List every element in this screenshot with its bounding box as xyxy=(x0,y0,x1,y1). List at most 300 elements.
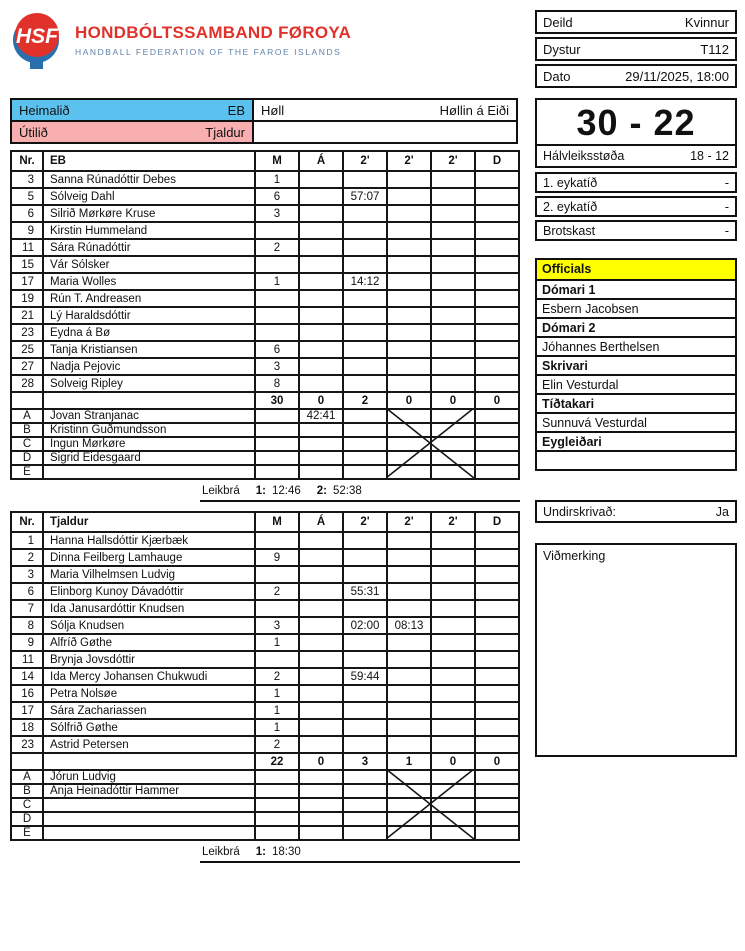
player-number-cell: 23 xyxy=(11,736,43,753)
penalty2-cell xyxy=(387,685,431,702)
roster-row xyxy=(11,685,519,702)
roster-row xyxy=(11,583,519,600)
rosters-section xyxy=(10,150,518,863)
penalty1-cell xyxy=(343,437,387,451)
penalty3-cell xyxy=(431,798,475,812)
info-value: Kvinnur xyxy=(684,14,729,30)
col-penalty3: 2' xyxy=(431,512,475,532)
penalty2-cell: 08:13 xyxy=(387,617,431,634)
disqualification-cell xyxy=(475,651,519,668)
penalty2-cell xyxy=(387,736,431,753)
home-roster-table-wrap xyxy=(10,150,518,480)
col-team: EB xyxy=(43,151,255,171)
goals-cell: 3 xyxy=(255,358,299,375)
goals-cell: 6 xyxy=(255,188,299,205)
penalty1-cell xyxy=(343,409,387,423)
disqualification-cell xyxy=(475,409,519,423)
disqualification-cell xyxy=(475,702,519,719)
goals-cell xyxy=(255,290,299,307)
player-number-cell: 9 xyxy=(11,222,43,239)
hall-cell xyxy=(252,98,518,122)
roster-row xyxy=(11,634,519,651)
player-number-cell: 7 xyxy=(11,600,43,617)
penalty3-cell xyxy=(431,685,475,702)
roster-row xyxy=(11,798,519,812)
leikbra-half1-label: 1: xyxy=(255,846,266,858)
roster-row xyxy=(11,256,519,273)
warning-cell xyxy=(299,798,343,812)
player-name-cell: Astrid Petersen xyxy=(43,736,255,753)
penalty2-cell xyxy=(387,784,431,798)
disqualification-cell xyxy=(475,205,519,222)
shootout-row xyxy=(535,220,737,241)
disqualification-cell xyxy=(475,188,519,205)
penalty2-cell xyxy=(387,273,431,290)
player-number-cell: B xyxy=(11,784,43,798)
penalty3-cell xyxy=(431,784,475,798)
info-value: 29/11/2025, 18:00 xyxy=(625,68,729,84)
col-nr: Nr. xyxy=(11,151,43,171)
warning-cell xyxy=(299,719,343,736)
player-name-cell: Vár Sólsker xyxy=(43,256,255,273)
shootout-value: - xyxy=(724,223,729,238)
goals-cell: 3 xyxy=(255,617,299,634)
official-role-label: Dómari 1 xyxy=(537,279,735,298)
penalty2-cell xyxy=(387,358,431,375)
penalty1-cell xyxy=(343,600,387,617)
away-roster-header-row xyxy=(11,512,519,532)
penalty1-cell xyxy=(343,341,387,358)
home-game-log-line xyxy=(200,484,520,502)
warning-cell xyxy=(299,736,343,753)
totals-warning: 0 xyxy=(299,392,343,409)
penalty2-cell xyxy=(387,239,431,256)
penalty2-cell xyxy=(387,549,431,566)
player-number-cell: D xyxy=(11,451,43,465)
penalty1-cell xyxy=(343,798,387,812)
halftime-label: Hálvleiksstøða xyxy=(543,149,625,163)
roster-row xyxy=(11,784,519,798)
roster-row xyxy=(11,465,519,479)
penalty1-cell xyxy=(343,375,387,392)
player-name-cell: Lý Haraldsdóttir xyxy=(43,307,255,324)
player-number-cell: 15 xyxy=(11,256,43,273)
penalty1-cell xyxy=(343,307,387,324)
teams-hall-header xyxy=(10,98,518,144)
col-team: Tjaldur xyxy=(43,512,255,532)
logo-monogram: HSF xyxy=(16,25,58,48)
away-label: Útilið xyxy=(19,124,48,140)
disqualification-cell xyxy=(475,532,519,549)
disqualification-cell xyxy=(475,600,519,617)
warning-cell xyxy=(299,651,343,668)
col-disqualification: D xyxy=(475,151,519,171)
penalty2-cell xyxy=(387,324,431,341)
disqualification-cell xyxy=(475,423,519,437)
penalty1-cell xyxy=(343,256,387,273)
match-info-row xyxy=(535,37,737,61)
penalty2-cell xyxy=(387,307,431,324)
player-number-cell: 5 xyxy=(11,188,43,205)
warning-cell xyxy=(299,583,343,600)
penalty2-cell xyxy=(387,423,431,437)
overtime1-value: - xyxy=(724,175,729,190)
disqualification-cell xyxy=(475,634,519,651)
penalty1-cell xyxy=(343,423,387,437)
penalty1-cell xyxy=(343,826,387,840)
home-label: Heimalið xyxy=(19,102,70,118)
disqualification-cell xyxy=(475,826,519,840)
totals-disqualification: 0 xyxy=(475,753,519,770)
player-number-cell: 3 xyxy=(11,171,43,188)
totals-penalty2: 1 xyxy=(387,753,431,770)
col-nr: Nr. xyxy=(11,512,43,532)
player-name-cell: Sólveig Dahl xyxy=(43,188,255,205)
penalty2-cell xyxy=(387,188,431,205)
player-name-cell: Jórun Ludvig xyxy=(43,770,255,784)
penalty3-cell xyxy=(431,651,475,668)
disqualification-cell xyxy=(475,222,519,239)
col-penalty2: 2' xyxy=(387,151,431,171)
player-number-cell: A xyxy=(11,409,43,423)
away-bench-officials xyxy=(11,770,519,840)
roster-row xyxy=(11,205,519,222)
goals-cell: 1 xyxy=(255,273,299,290)
player-name-cell: Sigrid Eidesgaard xyxy=(43,451,255,465)
penalty1-cell xyxy=(343,702,387,719)
goals-cell: 1 xyxy=(255,685,299,702)
penalty1-cell xyxy=(343,566,387,583)
totals-name-cell xyxy=(43,753,255,770)
roster-row xyxy=(11,451,519,465)
goals-cell xyxy=(255,256,299,273)
player-name-cell: Dinna Feilberg Lamhauge xyxy=(43,549,255,566)
match-info-row xyxy=(535,10,737,34)
home-team-name: EB xyxy=(227,102,245,118)
penalty3-cell xyxy=(431,532,475,549)
player-name-cell xyxy=(43,826,255,840)
penalty2-cell xyxy=(387,465,431,479)
totals-penalty3: 0 xyxy=(431,392,475,409)
goals-cell xyxy=(255,600,299,617)
penalty1-cell xyxy=(343,549,387,566)
penalty2-cell xyxy=(387,702,431,719)
warning-cell xyxy=(299,784,343,798)
player-name-cell: Nadja Pejovic xyxy=(43,358,255,375)
goals-cell xyxy=(255,566,299,583)
hsf-logo-icon xyxy=(12,10,62,70)
penalty3-cell xyxy=(431,256,475,273)
leikbra-label: Leikbrá xyxy=(202,485,240,497)
roster-row xyxy=(11,222,519,239)
player-name-cell: Rún T. Andreasen xyxy=(43,290,255,307)
overtime1-label: 1. eykatíð xyxy=(543,175,598,190)
penalty3-cell xyxy=(431,222,475,239)
info-label: Dystur xyxy=(543,41,581,57)
goals-cell: 1 xyxy=(255,702,299,719)
roster-row xyxy=(11,736,519,753)
signed-value: Ja xyxy=(715,504,729,519)
col-penalty1: 2' xyxy=(343,151,387,171)
warning-cell xyxy=(299,685,343,702)
player-number-cell: 25 xyxy=(11,341,43,358)
disqualification-cell xyxy=(475,324,519,341)
official-name: Jóhannes Berthelsen xyxy=(537,336,735,355)
roster-row xyxy=(11,532,519,549)
penalty3-cell xyxy=(431,423,475,437)
roster-row xyxy=(11,600,519,617)
match-info-row xyxy=(535,64,737,88)
leikbra-half1-label: 1: xyxy=(255,485,266,497)
official-role-label: Eygleiðari xyxy=(537,431,735,450)
disqualification-cell xyxy=(475,341,519,358)
penalty1-cell xyxy=(343,451,387,465)
penalty1-cell: 14:12 xyxy=(343,273,387,290)
player-number-cell: 11 xyxy=(11,239,43,256)
roster-row xyxy=(11,307,519,324)
player-number-cell: D xyxy=(11,812,43,826)
penalty1-cell xyxy=(343,784,387,798)
warning-cell xyxy=(299,375,343,392)
away-totals-row xyxy=(11,753,519,770)
penalty3-cell xyxy=(431,812,475,826)
player-name-cell: Alfríð Gøthe xyxy=(43,634,255,651)
home-bench-officials xyxy=(11,409,519,479)
disqualification-cell xyxy=(475,239,519,256)
warning-cell xyxy=(299,324,343,341)
disqualification-cell xyxy=(475,375,519,392)
penalty2-cell xyxy=(387,375,431,392)
totals-goals: 30 xyxy=(255,392,299,409)
penalty2-cell xyxy=(387,256,431,273)
penalty3-cell xyxy=(431,451,475,465)
roster-row xyxy=(11,290,519,307)
remarks-box xyxy=(535,543,737,757)
goals-cell xyxy=(255,409,299,423)
final-score: 30 - 22 xyxy=(537,100,735,146)
penalty3-cell xyxy=(431,341,475,358)
player-name-cell: Petra Nolsøe xyxy=(43,685,255,702)
penalty3-cell xyxy=(431,465,475,479)
totals-penalty1: 2 xyxy=(343,392,387,409)
penalty3-cell xyxy=(431,437,475,451)
player-name-cell: Maria Wolles xyxy=(43,273,255,290)
shootout-label: Brotskast xyxy=(543,223,596,238)
disqualification-cell xyxy=(475,617,519,634)
warning-cell xyxy=(299,171,343,188)
player-number-cell: 8 xyxy=(11,617,43,634)
totals-name-cell xyxy=(43,392,255,409)
federation-subtitle: HANDBALL FEDERATION OF THE FAROE ISLANDS xyxy=(75,47,342,57)
penalty3-cell xyxy=(431,358,475,375)
away-roster-table xyxy=(10,511,520,841)
home-roster-table xyxy=(10,150,520,480)
leikbra-half1-time: 18:30 xyxy=(271,846,301,858)
roster-row xyxy=(11,423,519,437)
roster-row xyxy=(11,171,519,188)
goals-cell: 2 xyxy=(255,239,299,256)
penalty2-cell xyxy=(387,532,431,549)
warning-cell xyxy=(299,205,343,222)
totals-nr-cell xyxy=(11,753,43,770)
overtime2-value: - xyxy=(724,199,729,214)
roster-row xyxy=(11,549,519,566)
player-number-cell: 2 xyxy=(11,549,43,566)
warning-cell xyxy=(299,273,343,290)
official-role-label: Dómari 2 xyxy=(537,317,735,336)
disqualification-cell xyxy=(475,307,519,324)
warning-cell xyxy=(299,702,343,719)
player-number-cell: C xyxy=(11,437,43,451)
player-number-cell: 6 xyxy=(11,583,43,600)
player-name-cell: Sólja Knudsen xyxy=(43,617,255,634)
final-score-box xyxy=(535,98,737,168)
penalty3-cell xyxy=(431,307,475,324)
roster-row xyxy=(11,668,519,685)
home-players xyxy=(11,171,519,392)
penalty3-cell xyxy=(431,617,475,634)
penalty3-cell xyxy=(431,205,475,222)
player-number-cell: 9 xyxy=(11,634,43,651)
player-number-cell: 21 xyxy=(11,307,43,324)
penalty1-cell xyxy=(343,290,387,307)
player-name-cell: Maria Vilhelmsen Ludvig xyxy=(43,566,255,583)
penalty2-cell xyxy=(387,171,431,188)
away-team-cell xyxy=(10,120,254,144)
penalty3-cell xyxy=(431,736,475,753)
penalty2-cell xyxy=(387,205,431,222)
penalty3-cell xyxy=(431,770,475,784)
overtime2-row xyxy=(535,196,737,217)
penalty1-cell xyxy=(343,239,387,256)
player-number-cell: 11 xyxy=(11,651,43,668)
warning-cell xyxy=(299,532,343,549)
penalty3-cell xyxy=(431,375,475,392)
warning-cell xyxy=(299,188,343,205)
penalty1-cell: 55:31 xyxy=(343,583,387,600)
officials-box xyxy=(535,258,737,471)
totals-warning: 0 xyxy=(299,753,343,770)
roster-row xyxy=(11,375,519,392)
totals-penalty3: 0 xyxy=(431,753,475,770)
federation-name-block xyxy=(75,10,351,57)
leikbra-half2-time: 52:38 xyxy=(332,485,362,497)
col-goals: M xyxy=(255,512,299,532)
player-number-cell: B xyxy=(11,423,43,437)
penalty1-cell xyxy=(343,222,387,239)
penalty1-cell xyxy=(343,685,387,702)
goals-cell: 6 xyxy=(255,341,299,358)
roster-row xyxy=(11,770,519,784)
player-name-cell: Tanja Kristiansen xyxy=(43,341,255,358)
goals-cell xyxy=(255,798,299,812)
player-number-cell: 14 xyxy=(11,668,43,685)
goals-cell: 1 xyxy=(255,171,299,188)
player-name-cell: Ida Mercy Johansen Chukwudi xyxy=(43,668,255,685)
goals-cell: 2 xyxy=(255,583,299,600)
goals-cell: 3 xyxy=(255,205,299,222)
totals-nr-cell xyxy=(11,392,43,409)
goals-cell xyxy=(255,770,299,784)
official-name xyxy=(537,450,735,469)
player-name-cell: Sára Zachariassen xyxy=(43,702,255,719)
overtime1-row xyxy=(535,172,737,193)
remarks-label: Viðmerking xyxy=(543,549,606,563)
penalty2-cell xyxy=(387,437,431,451)
hall-name: Høllin á Eiði xyxy=(439,102,509,118)
info-value: T112 xyxy=(700,41,729,57)
penalty3-cell xyxy=(431,634,475,651)
score-summary xyxy=(535,98,737,241)
goals-cell xyxy=(255,812,299,826)
roster-row xyxy=(11,702,519,719)
roster-row xyxy=(11,812,519,826)
goals-cell xyxy=(255,324,299,341)
warning-cell xyxy=(299,634,343,651)
player-number-cell: 19 xyxy=(11,290,43,307)
goals-cell xyxy=(255,423,299,437)
col-goals: M xyxy=(255,151,299,171)
penalty3-cell xyxy=(431,583,475,600)
goals-cell xyxy=(255,651,299,668)
goals-cell: 8 xyxy=(255,375,299,392)
warning-cell xyxy=(299,239,343,256)
penalty1-cell: 57:07 xyxy=(343,188,387,205)
penalty3-cell xyxy=(431,324,475,341)
player-number-cell: 18 xyxy=(11,719,43,736)
home-roster-header-row xyxy=(11,151,519,171)
roster-row xyxy=(11,341,519,358)
penalty2-cell xyxy=(387,798,431,812)
disqualification-cell xyxy=(475,358,519,375)
warning-cell xyxy=(299,549,343,566)
leikbra-half2-label: 2: xyxy=(316,485,327,497)
player-name-cell: Solveig Ripley xyxy=(43,375,255,392)
warning-cell xyxy=(299,290,343,307)
player-number-cell: A xyxy=(11,770,43,784)
penalty2-cell xyxy=(387,826,431,840)
disqualification-cell xyxy=(475,770,519,784)
roster-row xyxy=(11,324,519,341)
roster-row xyxy=(11,566,519,583)
player-number-cell: 23 xyxy=(11,324,43,341)
penalty1-cell xyxy=(343,651,387,668)
penalty2-cell xyxy=(387,634,431,651)
penalty2-cell xyxy=(387,600,431,617)
goals-cell: 9 xyxy=(255,549,299,566)
home-hall-row xyxy=(10,98,518,122)
penalty2-cell xyxy=(387,651,431,668)
player-name-cell xyxy=(43,798,255,812)
penalty1-cell xyxy=(343,465,387,479)
penalty3-cell xyxy=(431,826,475,840)
info-label: Deild xyxy=(543,14,573,30)
player-number-cell: C xyxy=(11,798,43,812)
warning-cell xyxy=(299,423,343,437)
warning-cell xyxy=(299,617,343,634)
totals-penalty1: 3 xyxy=(343,753,387,770)
penalty2-cell xyxy=(387,409,431,423)
away-game-log-line xyxy=(200,845,520,863)
player-name-cell: Kirstin Hummeland xyxy=(43,222,255,239)
empty-hall-cell xyxy=(252,120,518,144)
player-name-cell: Sára Rúnadóttir xyxy=(43,239,255,256)
penalty1-cell xyxy=(343,532,387,549)
penalty2-cell xyxy=(387,719,431,736)
penalty3-cell xyxy=(431,600,475,617)
signed-label: Undirskrivað: xyxy=(543,504,616,519)
disqualification-cell xyxy=(475,273,519,290)
